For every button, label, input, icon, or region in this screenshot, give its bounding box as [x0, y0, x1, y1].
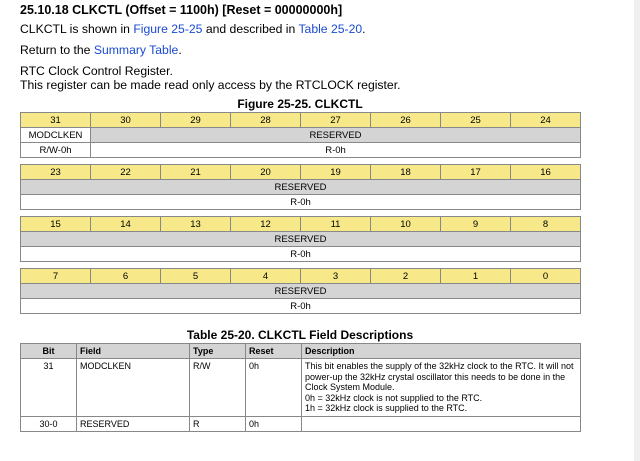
- bit-number: 16: [511, 165, 581, 180]
- bit-number: 23: [21, 165, 91, 180]
- cell-description: [302, 359, 581, 417]
- table-row: [21, 416, 581, 432]
- bit-number-row: [21, 165, 581, 180]
- cell-reset: 0h: [246, 416, 302, 432]
- bit-number: 31: [21, 113, 91, 128]
- return-paragraph: [20, 43, 182, 57]
- access-row: [21, 247, 581, 262]
- column-header: Description: [302, 344, 581, 359]
- column-header: Reset: [246, 344, 302, 359]
- column-header: Type: [190, 344, 246, 359]
- bit-number: 0: [511, 269, 581, 284]
- cell-bit: 31: [21, 359, 77, 417]
- bit-number-row: [21, 269, 581, 284]
- register-diagram: [20, 112, 581, 314]
- bit-number: 19: [301, 165, 371, 180]
- access-row: [21, 195, 581, 210]
- field-modclken: MODCLKEN: [21, 128, 91, 143]
- bit-number: 29: [161, 113, 231, 128]
- table-header-row: [21, 344, 581, 359]
- table-row: [21, 359, 581, 417]
- field-reserved: RESERVED: [91, 128, 581, 143]
- bit-number: 27: [301, 113, 371, 128]
- table-link[interactable]: Table 25-20: [298, 22, 363, 36]
- bit-number: 17: [441, 165, 511, 180]
- description-line: RTC Clock Control Register.: [20, 64, 173, 78]
- bit-number: 9: [441, 217, 511, 232]
- field-descriptions-table: [20, 343, 581, 432]
- bit-number: 28: [231, 113, 301, 128]
- cell-description: [302, 416, 581, 432]
- field-row: [21, 180, 581, 195]
- field-reserved: RESERVED: [21, 232, 581, 247]
- summary-table-link[interactable]: Summary Table: [93, 43, 179, 57]
- cell-type: R: [190, 416, 246, 432]
- bit-number: 26: [371, 113, 441, 128]
- bit-number: 24: [511, 113, 581, 128]
- bit-number: 1: [441, 269, 511, 284]
- access-reserved: R-0h: [21, 247, 581, 262]
- intro-prefix: CLKCTL is shown in: [20, 22, 134, 36]
- bit-number: 8: [511, 217, 581, 232]
- field-reserved: RESERVED: [21, 284, 581, 299]
- bit-number: 2: [371, 269, 441, 284]
- bit-number: 6: [91, 269, 161, 284]
- bit-number: 12: [231, 217, 301, 232]
- bit-number: 20: [231, 165, 301, 180]
- description-text: 0h = 32kHz clock is not supplied to the RTC.: [305, 392, 483, 403]
- register-description: [20, 64, 400, 92]
- bit-number: 21: [161, 165, 231, 180]
- scrollbar[interactable]: [634, 0, 640, 461]
- bit-number: 25: [441, 113, 511, 128]
- cell-field: RESERVED: [77, 416, 190, 432]
- access-row: [21, 299, 581, 314]
- description-text: This bit enables the supply of the 32kHz clock to the RTC. It will not power-up the 32kHz crystal oscillator this needs to be done in the Clock System Module.: [305, 361, 574, 392]
- return-suffix: .: [178, 43, 182, 57]
- bit-number: 15: [21, 217, 91, 232]
- bit-number: 11: [301, 217, 371, 232]
- bit-number: 14: [91, 217, 161, 232]
- field-row: [21, 232, 581, 247]
- bit-number: 18: [371, 165, 441, 180]
- bit-number-row: [21, 217, 581, 232]
- bit-number-row: [21, 113, 581, 128]
- field-reserved: RESERVED: [21, 180, 581, 195]
- bit-number: 3: [301, 269, 371, 284]
- intro-middle: and described in: [202, 22, 299, 36]
- bit-number: 30: [91, 113, 161, 128]
- access-reserved: R-0h: [91, 143, 581, 158]
- figure-link[interactable]: Figure 25-25: [133, 22, 203, 36]
- section-heading: 25.10.18 CLKCTL (Offset = 1100h) [Reset = 00000000h]: [20, 3, 343, 17]
- bit-number: 10: [371, 217, 441, 232]
- cell-type: R/W: [190, 359, 246, 417]
- figure-title: Figure 25-25. CLKCTL: [237, 97, 363, 111]
- field-row: [21, 284, 581, 299]
- table-title: Table 25-20. CLKCTL Field Descriptions: [186, 328, 414, 342]
- cell-bit: 30-0: [21, 416, 77, 432]
- cell-field: MODCLKEN: [77, 359, 190, 417]
- bit-number: 5: [161, 269, 231, 284]
- intro-paragraph: [20, 22, 366, 36]
- description-text: 1h = 32kHz clock is supplied to the RTC.: [305, 403, 468, 413]
- description-line: This register can be made read only access by the RTCLOCK register.: [20, 78, 401, 92]
- bit-number: 4: [231, 269, 301, 284]
- access-reserved: R-0h: [21, 299, 581, 314]
- column-header: Bit: [21, 344, 77, 359]
- intro-suffix: .: [362, 22, 366, 36]
- bit-number: 13: [161, 217, 231, 232]
- return-prefix: Return to the: [20, 43, 94, 57]
- access-row: [21, 143, 581, 158]
- field-row: [21, 128, 581, 143]
- access-modclken: R/W-0h: [21, 143, 91, 158]
- column-header: Field: [77, 344, 190, 359]
- access-reserved: R-0h: [21, 195, 581, 210]
- cell-reset: 0h: [246, 359, 302, 417]
- bit-number: 7: [21, 269, 91, 284]
- bit-number: 22: [91, 165, 161, 180]
